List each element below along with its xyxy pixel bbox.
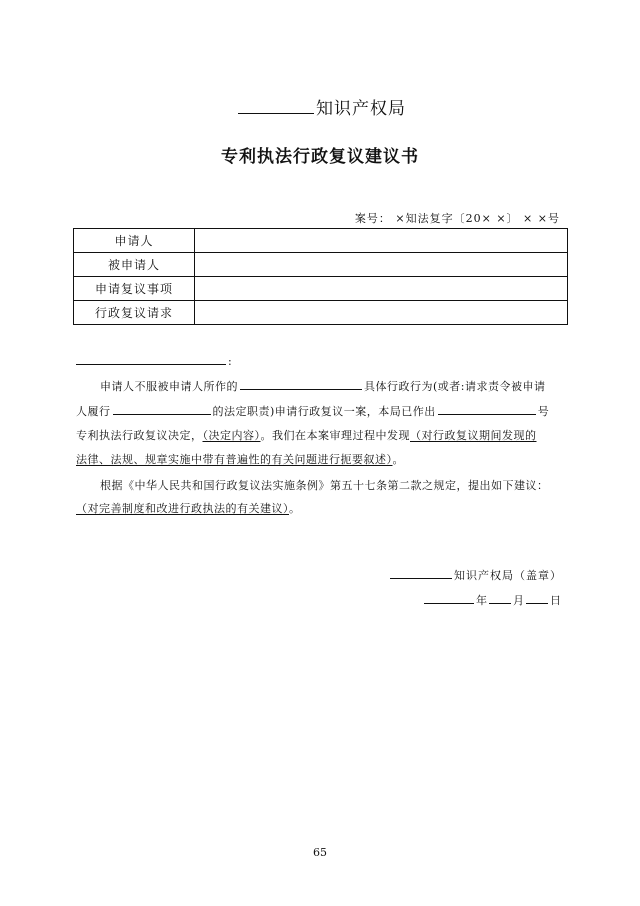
text-span: 具体行政行为(: [364, 380, 438, 393]
text-span: 。我们在本案审理过程中发现: [260, 429, 410, 442]
stamp-line: [390, 566, 562, 583]
text-span: 。: [289, 502, 301, 515]
text-span: 申请人不服被申请人所作的: [100, 380, 238, 393]
row-label: 被申请人: [74, 253, 195, 277]
decision-content-placeholder: （决定内容）: [202, 429, 261, 442]
addressee-colon: :: [228, 355, 232, 368]
month-blank: [489, 591, 511, 604]
page-number: 65: [313, 846, 327, 859]
year-blank: [424, 591, 474, 604]
text-span: 号: [537, 405, 550, 418]
table-row: [74, 301, 568, 325]
row-value: [195, 229, 568, 253]
stamp-text: 知识产权局（盖章）: [454, 569, 562, 582]
year-label: 年: [476, 594, 487, 607]
addressee-blank: [76, 352, 226, 365]
row-label: 申请复议事项: [74, 277, 195, 301]
body-line-5: 根据《中华人民共和国行政复议法实施条例》第五十七条第二款之规定，提出如下建议：: [100, 479, 549, 492]
blank-field: [113, 402, 211, 415]
blank-field: [438, 402, 536, 415]
table-row: [74, 253, 568, 277]
body-line-4: [76, 451, 568, 467]
case-number: 案号： ×知法复字〔20× ×〕 × ×号: [354, 212, 560, 225]
body-line-6: [76, 500, 568, 516]
table-row: [74, 229, 568, 253]
day-label: 日: [550, 594, 561, 607]
date-line: [424, 591, 561, 608]
day-blank: [526, 591, 548, 604]
body-line-2: [76, 402, 568, 419]
issue-description-placeholder: （对行政复议期间发现的: [410, 429, 537, 442]
text-span: 。: [392, 453, 404, 466]
body-line-1: [76, 377, 568, 394]
text-span: 专利执法行政复议决定，: [76, 429, 203, 442]
text-span: 人履行: [76, 405, 111, 418]
row-label: 申请人: [74, 229, 195, 253]
info-table: [73, 228, 568, 325]
office-name-blank: [238, 97, 314, 114]
text-span: )申请行政复议一案，本局已作出: [270, 405, 436, 418]
row-value: [195, 277, 568, 301]
office-suffix: 知识产权局: [316, 99, 406, 119]
office-name-blank: [390, 566, 452, 579]
issuing-office-line: [238, 94, 406, 119]
row-value: [195, 253, 568, 277]
addressee-line: [76, 352, 232, 368]
text-span: 或者:请求责令被申请: [437, 380, 546, 393]
month-label: 月: [513, 594, 524, 607]
body-line-3: [76, 427, 568, 443]
issue-description-placeholder: 法律、法规、规章实施中带有普遍性的有关问题进行扼要叙述）: [76, 453, 393, 466]
blank-field: [240, 377, 362, 390]
row-value: [195, 301, 568, 325]
text-span: 的法定职责: [212, 405, 270, 418]
row-label: 行政复议请求: [74, 301, 195, 325]
suggestion-placeholder: （对完善制度和改进行政执法的有关建议）: [76, 502, 289, 515]
table-row: [74, 277, 568, 301]
document-title: 专利执法行政复议建议书: [221, 147, 419, 167]
